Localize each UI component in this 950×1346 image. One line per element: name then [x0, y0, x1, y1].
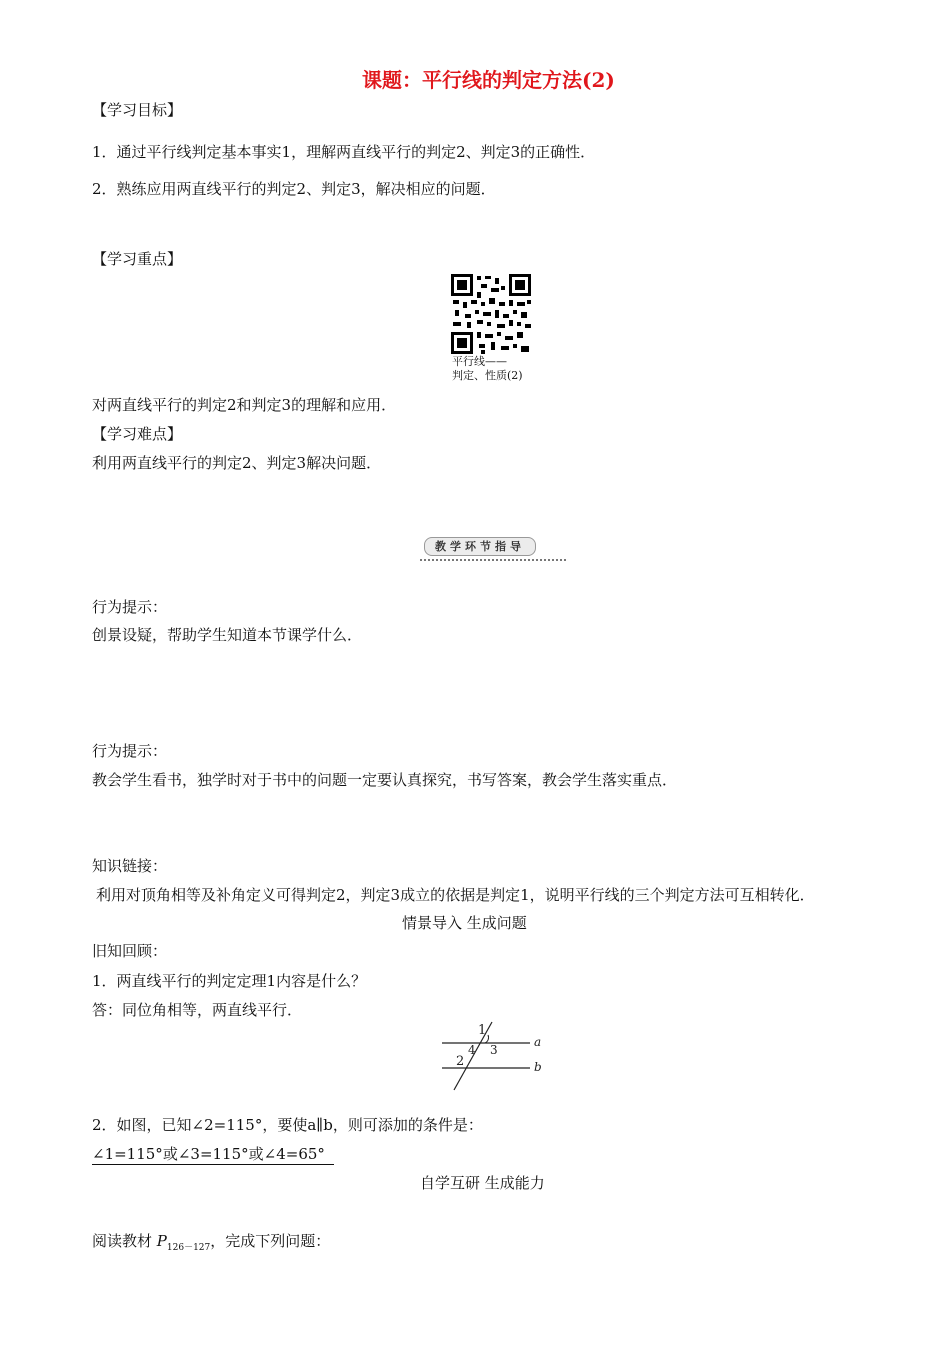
- answer-1: 答：同位角相等，两直线平行．: [92, 1001, 303, 1019]
- page-title: 课题：平行线的判定方法(2): [362, 68, 615, 92]
- hint-2-label: 行为提示：: [92, 742, 168, 760]
- hint-1-text: 创景设疑，帮助学生知道本节课学什么．: [92, 626, 363, 644]
- parallel-lines-figure: [438, 1018, 548, 1092]
- line-label-a: a: [534, 1035, 542, 1049]
- answer-2-option-1: ∠1=115°: [92, 1145, 163, 1163]
- qr-caption-line-1: 平行线——: [452, 355, 507, 368]
- answer-2-or-1: 或: [162, 1145, 178, 1163]
- line-label-b: b: [534, 1060, 542, 1074]
- angle-label-2: 2: [456, 1054, 465, 1069]
- question-1: 1．两直线平行的判定定理1内容是什么？: [92, 972, 367, 990]
- answer-2-or-2: 或: [248, 1145, 264, 1163]
- reading-page-range: 126－127: [166, 1243, 211, 1253]
- angle-label-3: 3: [490, 1043, 498, 1057]
- scene-title: 情景导入 生成问题: [402, 914, 527, 932]
- angle-label-1: 1: [478, 1023, 487, 1038]
- goal-2: 2．熟练应用两直线平行的判定2、判定3，解决相应的问题．: [92, 180, 496, 198]
- qr-code-image: [451, 274, 531, 354]
- angle-label-4: 4: [468, 1043, 476, 1057]
- knowledge-link-label: 知识链接：: [92, 857, 168, 875]
- reading-page-letter: P: [156, 1232, 167, 1250]
- hint-1-label: 行为提示：: [92, 598, 168, 616]
- answer-2-option-2: ∠3=115°: [177, 1145, 249, 1163]
- difficulty-text: 利用两直线平行的判定2、判定3解决问题．: [92, 454, 382, 472]
- answer-2: [92, 1145, 334, 1163]
- self-study-title: 自学互研 生成能力: [420, 1174, 545, 1192]
- focus-header: 【学习重点】: [92, 250, 183, 268]
- reading-instruction: [92, 1232, 330, 1254]
- difficulty-header: 【学习难点】: [92, 425, 183, 443]
- goals-header: 【学习目标】: [92, 101, 183, 119]
- reading-prefix: 阅读教材: [92, 1232, 153, 1250]
- banner-underline: [420, 559, 566, 561]
- knowledge-link-text: 利用对顶角相等及补角定义可得判定2，判定3成立的依据是判定1，说明平行线的三个判定方法可互相转化．: [96, 886, 815, 904]
- qr-caption-line-2: 判定、性质(2): [452, 369, 523, 382]
- focus-text: 对两直线平行的判定2和判定3的理解和应用．: [92, 396, 397, 414]
- qr-code: [451, 274, 531, 354]
- reading-suffix: ，完成下列问题：: [210, 1232, 331, 1250]
- section-banner: 教学环节指导: [424, 537, 536, 556]
- goal-1: 1．通过平行线判定基本事实1，理解两直线平行的判定2、判定3的正确性．: [92, 143, 596, 161]
- answer-2-option-3: ∠4=65°: [263, 1145, 325, 1163]
- review-label: 旧知回顾：: [92, 942, 168, 960]
- answer-2-blank-tail: [325, 1145, 335, 1165]
- question-2: 2．如图，已知∠2=115°，要使a∥b，则可添加的条件是：: [92, 1116, 483, 1134]
- hint-2-text: 教会学生看书，独学时对于书中的问题一定要认真探究，书写答案，教会学生落实重点．: [92, 771, 678, 789]
